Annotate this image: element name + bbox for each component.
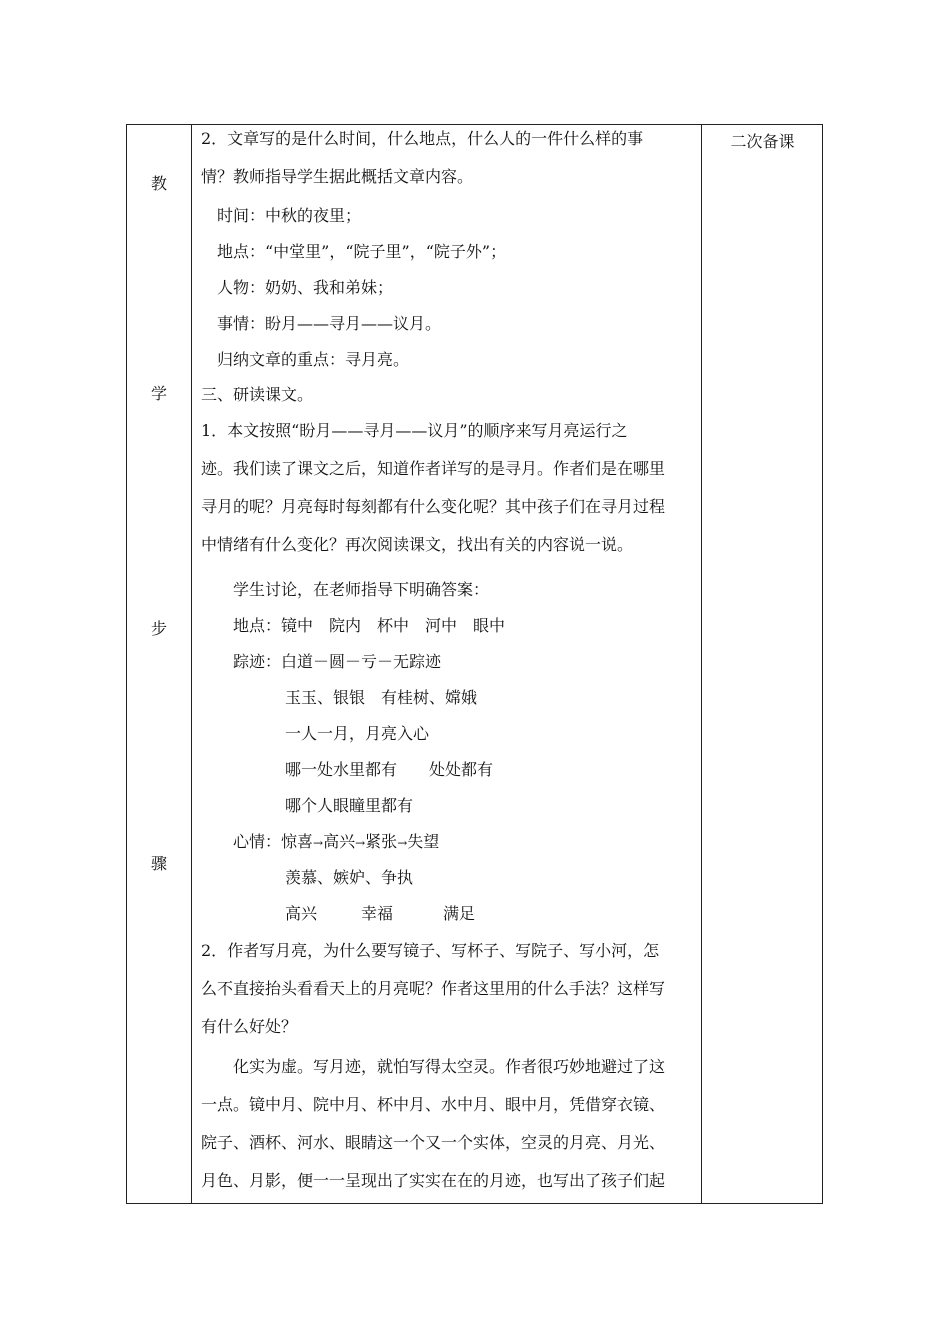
answer-trace: 一人一月，月亮入心: [285, 724, 430, 743]
secondary-prep-column: [702, 125, 823, 1203]
secondary-prep-header: 二次备课: [730, 132, 795, 151]
time-line: 时间：中秋的夜里；: [217, 206, 362, 225]
mood-word: 紧张: [365, 832, 398, 851]
section-heading: 三、研读课文。: [201, 385, 314, 404]
mood-word: 惊喜: [281, 832, 314, 851]
place-line: 地点：“中堂里”，“院子里”，“院子外”；: [217, 242, 507, 261]
question-1-line: 寻月的呢？月亮每时每刻都有什么变化呢？其中孩子们在寻月过程: [201, 497, 666, 516]
answer-mood: [233, 832, 439, 853]
arrow-icon: →: [355, 836, 366, 850]
answer-mood: 满足: [443, 904, 476, 923]
question-2-line: 2．文章写的是什么时间，什么地点，什么人的一件什么样的事: [201, 129, 644, 148]
answer-paragraph-line: 月色、月影，便一一呈现出了实实在在的月迹，也写出了孩子们起: [201, 1171, 666, 1190]
mood-label: 心情：: [233, 832, 282, 851]
mood-word: 高兴: [323, 832, 356, 851]
answer-trace: 踪迹：白道－圆－亏－无踪迹: [233, 652, 442, 671]
answer-paragraph-line: 化实为虚。写月迹，就怕写得太空灵。作者很巧妙地避过了这: [233, 1057, 666, 1076]
question-2-line: 情？教师指导学生据此概括文章内容。: [201, 167, 474, 186]
question-2b-line: 有什么好处？: [201, 1017, 298, 1036]
answer-mood: 羡慕、嫉妒、争执: [285, 868, 414, 887]
step-label-char: 骤: [150, 854, 167, 873]
answer-trace: 哪一处水里都有 处处都有: [285, 760, 494, 779]
lesson-plan-table: [126, 124, 823, 1204]
mood-word: 失望: [407, 832, 440, 851]
step-label-char: 学: [150, 384, 167, 403]
answer-mood: 幸福: [361, 904, 394, 923]
arrow-icon: →: [397, 836, 408, 850]
teaching-content: [191, 125, 701, 1203]
step-label-char: 步: [150, 619, 167, 638]
question-2b-line: 么不直接抬头看看天上的月亮呢？作者这里用的什么手法？这样写: [201, 979, 666, 998]
answer-trace: 哪个人眼瞳里都有: [285, 796, 414, 815]
people-line: 人物：奶奶、我和弟妹；: [217, 278, 394, 297]
question-1-line: 迹。我们读了课文之后，知道作者详写的是寻月。作者们是在哪里: [201, 459, 666, 478]
answer-mood: 高兴: [285, 904, 318, 923]
arrow-icon: →: [313, 836, 324, 850]
event-line: 事情：盼月——寻月——议月。: [217, 314, 442, 333]
question-1-line: 1．本文按照“盼月——寻月——议月”的顺序来写月亮运行之: [201, 421, 628, 440]
answer-trace: 玉玉、银银 有桂树、嫦娥: [285, 688, 478, 707]
question-2b-line: 2．作者写月亮，为什么要写镜子、写杯子、写院子、写小河，怎: [201, 941, 660, 960]
answer-paragraph-line: 院子、酒杯、河水、眼睛这一个又一个实体，空灵的月亮、月光、: [201, 1133, 666, 1152]
step-label-char: 教: [150, 174, 167, 193]
answer-paragraph-line: 一点。镜中月、院中月、杯中月、水中月、眼中月，凭借穿衣镜、: [201, 1095, 666, 1114]
focus-line: 归纳文章的重点：寻月亮。: [217, 350, 410, 369]
discussion-line: 学生讨论，在老师指导下明确答案：: [233, 580, 490, 599]
step-label-column: [127, 125, 191, 1203]
question-1-line: 中情绪有什么变化？再次阅读课文，找出有关的内容说一说。: [201, 535, 634, 554]
answer-places: 地点：镜中 院内 杯中 河中 眼中: [233, 616, 506, 635]
